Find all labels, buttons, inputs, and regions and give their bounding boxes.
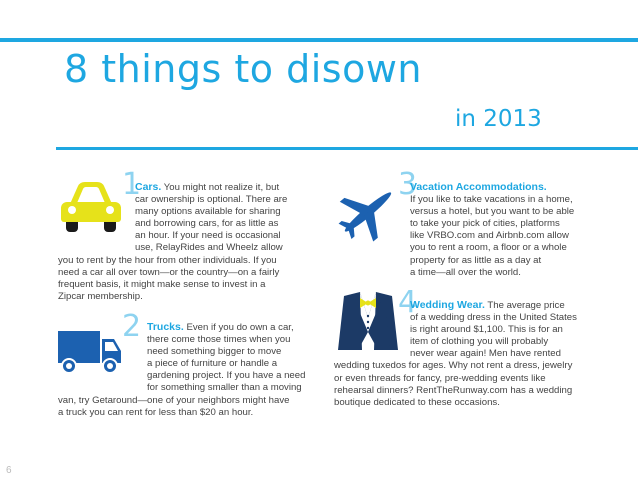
top-rule [0, 38, 638, 42]
item-wedding: Wedding Wear. The average price of a wedding dress in the United States is right around $1,100. This is for an item of clothing you will probably never wear again! Men have rented wedding tuxedos for ages. Why not rent a dress, jewelry or even threads for fancy, pre-wedding events like rehearsal dinners? RentTheRunway.com has a wedding boutique dedicated to these occasions. [334, 299, 577, 408]
item-number: 3 [398, 167, 418, 202]
item-heading: Wedding Wear. [410, 299, 485, 311]
airplane-icon [337, 182, 399, 242]
page-subtitle: in 2013 [455, 106, 542, 132]
item-number: 1 [122, 167, 142, 202]
page-number: 6 [6, 465, 12, 476]
page-title: 8 things to disown [64, 47, 422, 91]
item-heading: Cars. [135, 181, 162, 193]
item-heading: Trucks. [147, 321, 184, 333]
item-trucks: Trucks. Even if you do own a car, there come those times when you need something bigger to move a piece of furniture or handle a gardening project. If you have a need for something smaller than a moving van, try Getaround—one of your neighbors might have a truck you can rent for less than $20 an hour. [58, 321, 306, 418]
title-underline [56, 147, 638, 150]
item-number: 4 [398, 285, 418, 320]
item-cars: Cars. You might not realize it, but car ownership is optional. There are many options available for sharing and borrowing cars, for as little as an hour. If your need is occasional use, RelayRides and Wheelz allow you to rent by the hour from other individuals. If you need a car all over town—or the country—on a fairly frequent basis, it might make sense to invest in a Zipcar membership. [58, 181, 288, 302]
item-vacation: Vacation Accommodations. If you like to take vacations in a home, versus a hotel, but you want to be able to take your pick of cities, platforms like VRBO.com and Airbnb.com allow you to rent a room, a floor or a whole property for as little as a day at a time—all over the world. [410, 181, 575, 278]
item-heading: Vacation Accommodations. [410, 181, 547, 193]
item-number: 2 [122, 309, 142, 344]
